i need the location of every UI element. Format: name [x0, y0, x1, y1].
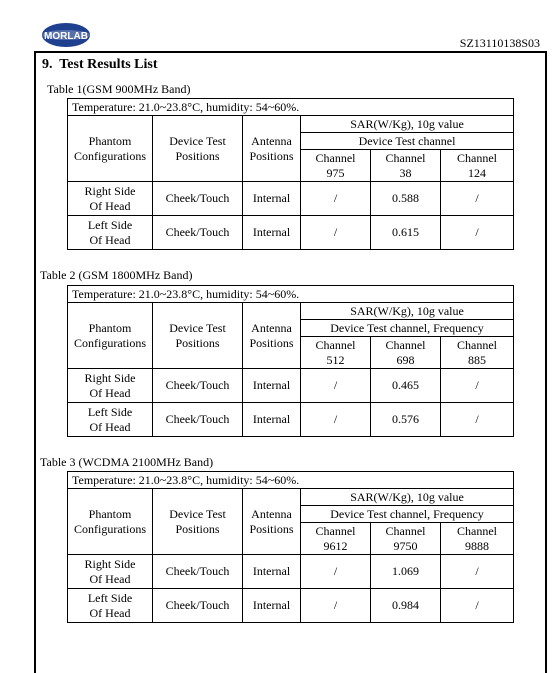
antenna-header: Antenna Positions	[243, 116, 301, 182]
phantom-cell: Right Side Of Head	[68, 369, 153, 403]
antenna-cell: Internal	[243, 182, 301, 216]
sar-value-cell: /	[301, 369, 371, 403]
table-row	[68, 589, 514, 623]
channel-header: Device Test channel	[301, 133, 514, 150]
phantom-cell: Right Side Of Head	[68, 182, 153, 216]
antenna-header: Antenna Positions	[243, 489, 301, 555]
sar-table-1	[67, 98, 514, 250]
sar-value-cell: /	[301, 403, 371, 437]
table-row	[68, 403, 514, 437]
phantom-header: Phantom Configurations	[68, 489, 153, 555]
table-row	[68, 369, 514, 403]
channel-col-3: Channel 9888	[441, 523, 514, 555]
sar-header: SAR(W/Kg), 10g value	[301, 303, 514, 320]
table-row	[68, 182, 514, 216]
position-cell: Cheek/Touch	[153, 216, 243, 250]
channel-col-3: Channel 124	[441, 150, 514, 182]
sar-value-cell: /	[441, 555, 514, 589]
channel-col-3: Channel 885	[441, 337, 514, 369]
sar-header: SAR(W/Kg), 10g value	[301, 489, 514, 506]
position-cell: Cheek/Touch	[153, 555, 243, 589]
temperature-note: Temperature: 21.0~23.8°C, humidity: 54~60%.	[68, 472, 514, 489]
logo-text: MORLAB	[44, 31, 88, 42]
sar-value-cell: /	[441, 589, 514, 623]
phantom-cell: Left Side Of Head	[68, 589, 153, 623]
report-id: SZ13110138S03	[459, 36, 540, 50]
channel-col-1: Channel 975	[301, 150, 371, 182]
sar-value-cell: /	[441, 182, 514, 216]
position-cell: Cheek/Touch	[153, 589, 243, 623]
table-row	[68, 216, 514, 250]
position-header: Device Test Positions	[153, 116, 243, 182]
position-cell: Cheek/Touch	[153, 403, 243, 437]
morlab-logo	[40, 22, 92, 48]
phantom-cell: Left Side Of Head	[68, 216, 153, 250]
sar-value-cell: /	[301, 555, 371, 589]
sar-value-cell: /	[441, 403, 514, 437]
table-row	[68, 555, 514, 589]
channel-col-1: Channel 512	[301, 337, 371, 369]
sar-value-cell: /	[301, 589, 371, 623]
sar-value-cell: 0.615	[371, 216, 441, 250]
table-3-caption: Table 3 (WCDMA 2100MHz Band)	[40, 455, 214, 469]
antenna-cell: Internal	[243, 369, 301, 403]
phantom-cell: Right Side Of Head	[68, 555, 153, 589]
channel-col-2: Channel 698	[371, 337, 441, 369]
sar-value-cell: 0.465	[371, 369, 441, 403]
antenna-cell: Internal	[243, 216, 301, 250]
sar-value-cell: 1.069	[371, 555, 441, 589]
channel-col-2: Channel 9750	[371, 523, 441, 555]
sar-value-cell: /	[301, 182, 371, 216]
table-2-caption: Table 2 (GSM 1800MHz Band)	[40, 268, 193, 282]
sar-header: SAR(W/Kg), 10g value	[301, 116, 514, 133]
position-cell: Cheek/Touch	[153, 182, 243, 216]
section-number: 9.	[42, 57, 53, 72]
temperature-note: Temperature: 21.0~23.8°C, humidity: 54~60%.	[68, 286, 514, 303]
channel-header: Device Test channel, Frequency	[301, 506, 514, 523]
antenna-cell: Internal	[243, 403, 301, 437]
sar-value-cell: 0.576	[371, 403, 441, 437]
sar-value-cell: 0.588	[371, 182, 441, 216]
channel-col-1: Channel 9612	[301, 523, 371, 555]
phantom-header: Phantom Configurations	[68, 303, 153, 369]
sar-value-cell: /	[441, 369, 514, 403]
antenna-header: Antenna Positions	[243, 303, 301, 369]
position-cell: Cheek/Touch	[153, 369, 243, 403]
channel-col-2: Channel 38	[371, 150, 441, 182]
sar-value-cell: /	[301, 216, 371, 250]
position-header: Device Test Positions	[153, 489, 243, 555]
phantom-header: Phantom Configurations	[68, 116, 153, 182]
phantom-cell: Left Side Of Head	[68, 403, 153, 437]
antenna-cell: Internal	[243, 555, 301, 589]
page-header	[0, 0, 558, 52]
sar-table-3	[67, 471, 514, 623]
temperature-note: Temperature: 21.0~23.8°C, humidity: 54~60%.	[68, 99, 514, 116]
sar-value-cell: 0.984	[371, 589, 441, 623]
section-title	[42, 57, 158, 73]
sar-table-2	[67, 285, 514, 437]
table-1-caption: Table 1(GSM 900MHz Band)	[47, 82, 191, 96]
sar-value-cell: /	[441, 216, 514, 250]
channel-header: Device Test channel, Frequency	[301, 320, 514, 337]
antenna-cell: Internal	[243, 589, 301, 623]
position-header: Device Test Positions	[153, 303, 243, 369]
section-title-text: Test Results List	[59, 57, 158, 72]
